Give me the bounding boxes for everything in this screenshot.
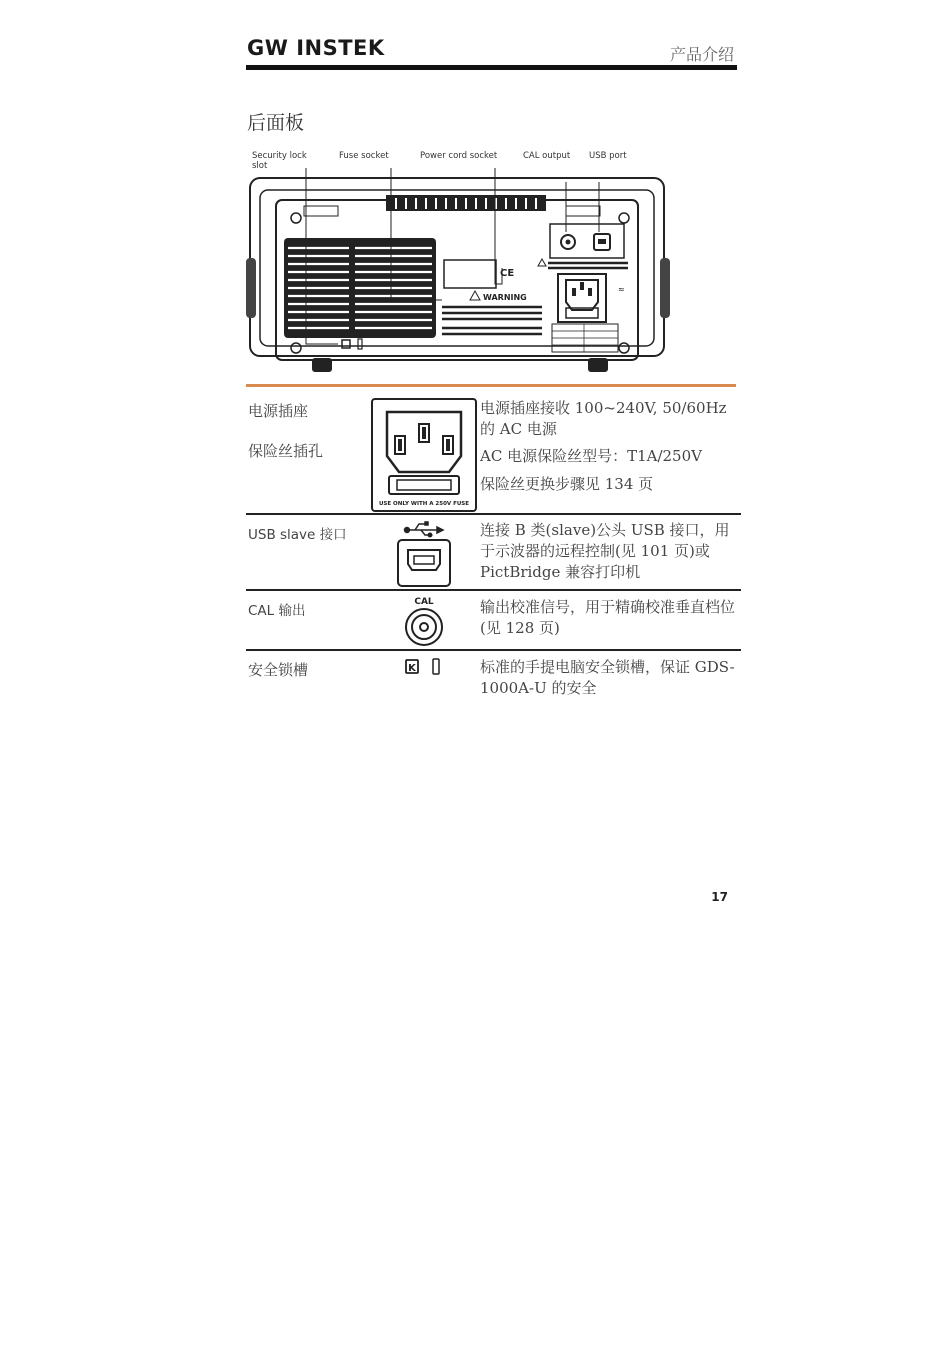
section-title: 后面板: [247, 112, 305, 134]
power-socket-image: [371, 398, 477, 512]
brand-logo: GW INSTEK: [247, 36, 385, 60]
callout-fuse-socket: Fuse socket: [339, 151, 389, 161]
callout-power-cord-socket: Power cord socket: [420, 151, 498, 161]
row-desc-usb-slave: 连接 B 类(slave)公头 USB 接口，用于示波器的远程控制(见 101 页)或 PictBridge 兼容打印机: [480, 521, 730, 581]
table-top-rule: [246, 384, 736, 387]
row-desc-power-socket-2: AC 电源保险丝型号：T1A/250V: [480, 447, 702, 465]
cal-label: CAL: [414, 597, 434, 607]
row-desc-power-socket-3: 保险丝更换步骤见 134 页: [480, 475, 654, 493]
row-label-cal-output: CAL 输出: [248, 603, 306, 619]
row-label-security-lock: 安全锁槽: [248, 661, 309, 679]
svg-text:≈: ≈: [618, 285, 625, 294]
row-divider: [246, 513, 741, 515]
row-divider: [246, 589, 741, 591]
row-label-fuse-socket: 保险丝插孔: [248, 442, 324, 460]
header-rule: [246, 65, 737, 70]
row-desc-power-socket-1: 电源插座接收 100~240V, 50/60Hz 的 AC 电源: [480, 399, 727, 438]
lock-slot-icon: [433, 659, 439, 674]
page-number: 17: [711, 890, 728, 904]
row-desc-security-lock: 标准的手提电脑安全锁槽，保证 GDS-1000A-U 的安全: [480, 658, 735, 697]
chapter-title: 产品介绍: [669, 45, 734, 64]
callout-security-lock: Security lock slot: [252, 151, 307, 171]
row-label-usb-slave: USB slave 接口: [248, 527, 347, 543]
row-label-power-socket: 电源插座: [248, 402, 309, 420]
usb-icon: [405, 522, 444, 537]
callout-cal-output: CAL output: [523, 151, 571, 161]
row-divider: [246, 649, 741, 651]
row-desc-cal-output: 输出校准信号，用于精确校准垂直档位(见 128 页): [480, 598, 736, 637]
ce-mark: CE: [500, 268, 515, 279]
callout-usb-port: USB port: [589, 151, 627, 161]
usb-port-image: [395, 518, 455, 588]
svg-text:K: K: [408, 663, 416, 674]
rear-panel-illustration: [246, 168, 672, 382]
security-lock-image: [404, 657, 444, 677]
fuse-rating-label: USE ONLY WITH A 250V FUSE: [378, 501, 470, 507]
warning-label: WARNING: [483, 293, 527, 302]
cal-output-image: [400, 594, 448, 650]
